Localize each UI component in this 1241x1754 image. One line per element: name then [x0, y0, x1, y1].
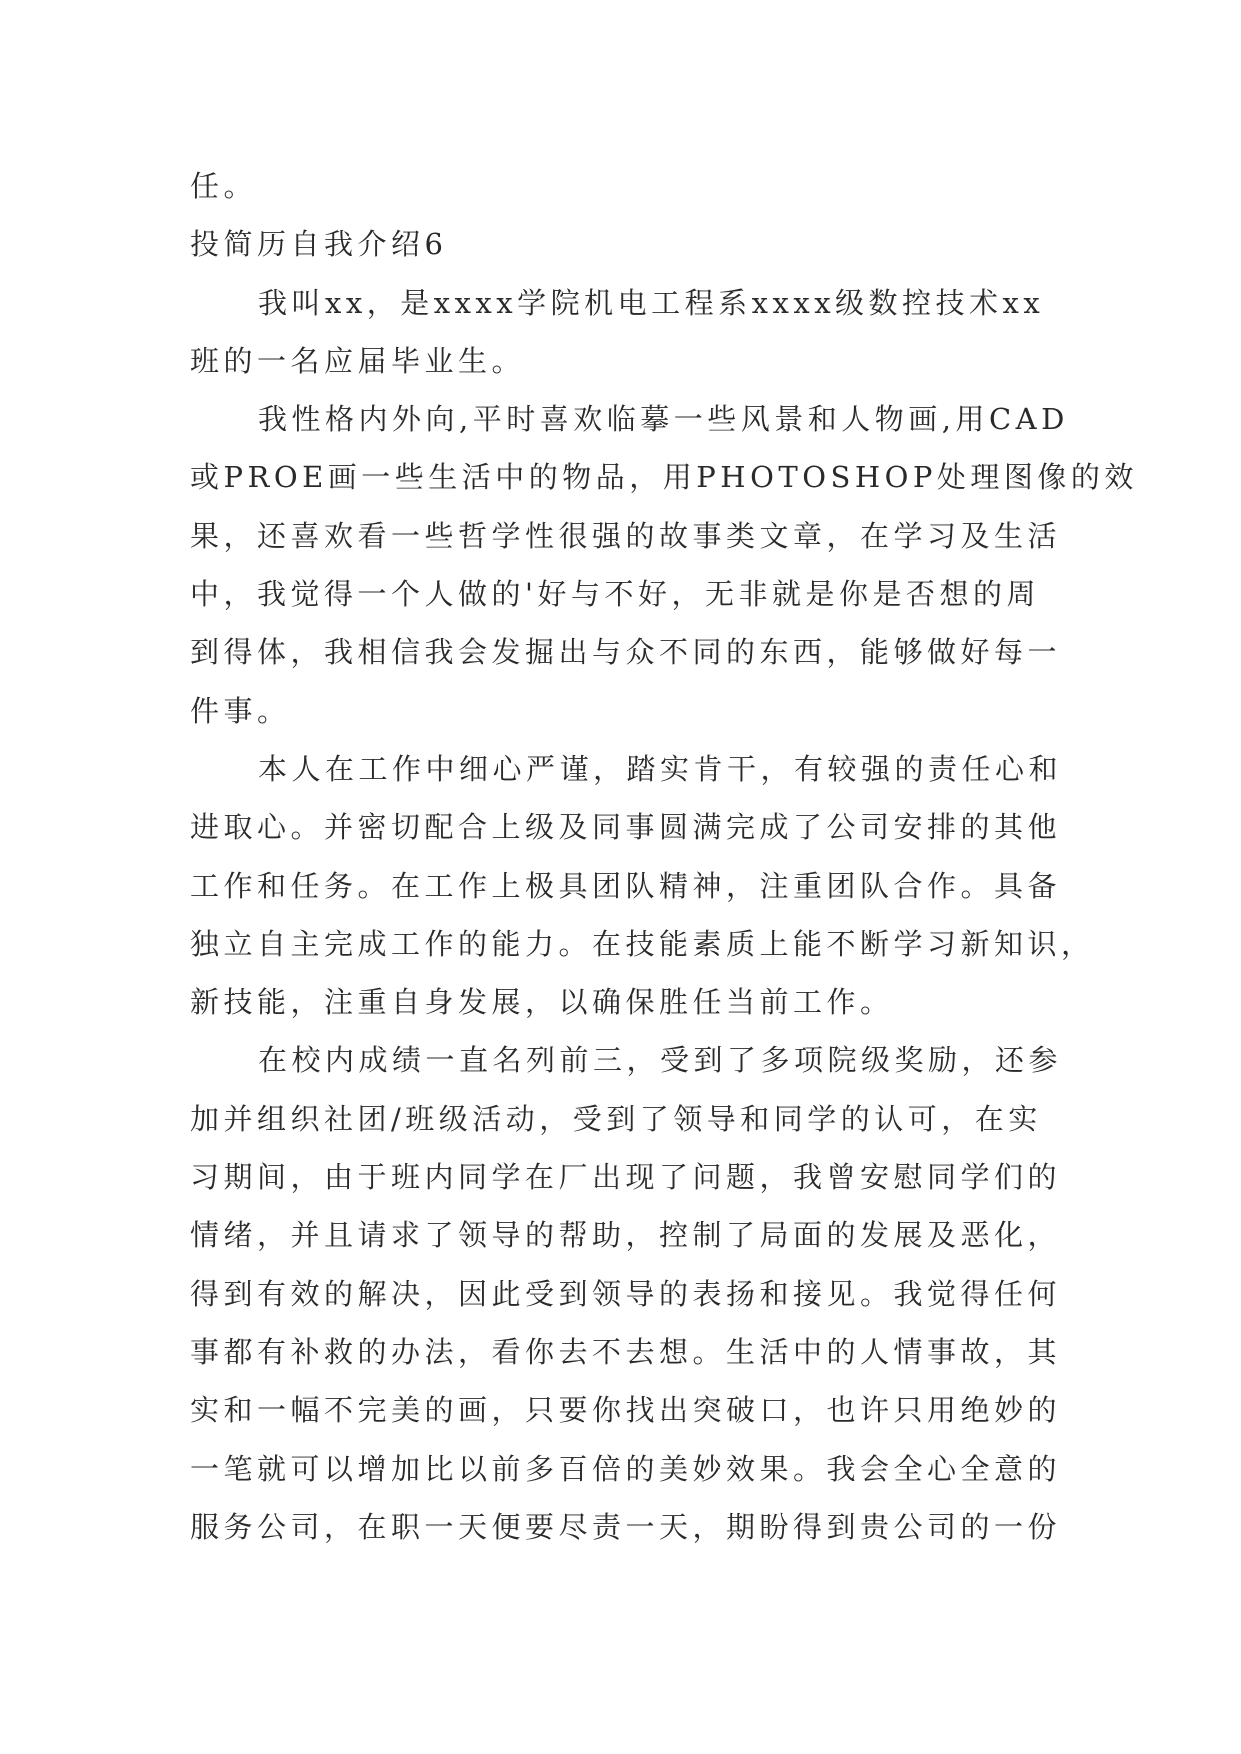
paragraph-line: 班的一名应届毕业生。 [190, 343, 526, 378]
continuation-line: 任。 [190, 169, 258, 203]
paragraph-intro [190, 274, 1050, 391]
paragraph-line: 一笔就可以增加比以前多百倍的美妙效果。我会全心全意的 [190, 1451, 1062, 1486]
paragraph-line: 果，还喜欢看一些哲学性很强的故事类文章，在学习及生活 [190, 518, 1062, 553]
paragraph-line: 得到有效的解决，因此受到领导的表扬和接见。我觉得任何 [190, 1276, 1062, 1311]
paragraph-work-attitude [190, 740, 1095, 1031]
paragraph-line: 我性格内外向,平时喜欢临摹一些风景和人物画,用CAD [258, 402, 1069, 437]
paragraph-line: 事都有补救的办法，看你去不去想。生活中的人情事故，其 [190, 1334, 1062, 1369]
paragraph-line: 服务公司，在职一天便要尽责一天，期盼得到贵公司的一份 [190, 1509, 1062, 1544]
paragraph-line: 到得体，我相信我会发掘出与众不同的东西，能够做好每一 [190, 635, 1062, 670]
paragraph-line: 本人在工作中细心严谨，踏实肯干，有较强的责任心和 [258, 751, 1063, 786]
paragraph-school-experience [190, 1031, 1063, 1556]
paragraph-line: 工作和任务。在工作上极具团队精神，注重团队合作。具备 [190, 868, 1062, 903]
paragraph-line: 加并组织社团/班级活动，受到了领导和同学的认可，在实 [190, 1101, 1042, 1136]
document-body [190, 157, 1138, 1556]
paragraph-line: 独立自主完成工作的能力。在技能素质上能不断学习新知识， [190, 926, 1095, 961]
paragraph-line: 中，我觉得一个人做的'好与不好，无非就是你是否想的周 [190, 577, 1040, 612]
paragraph-line: 进取心。并密切配合上级及同事圆满完成了公司安排的其他 [190, 810, 1062, 845]
paragraph-line: 实和一幅不完美的画，只要你找出突破口，也许只用绝妙的 [190, 1393, 1062, 1428]
paragraph-line: 情绪，并且请求了领导的帮助，控制了局面的发展及恶化， [190, 1218, 1062, 1253]
paragraph-line: 习期间，由于班内同学在厂出现了问题，我曾安慰同学们的 [190, 1160, 1062, 1195]
paragraph-line: 在校内成绩一直名列前三，受到了多项院级奖励，还参 [258, 1043, 1063, 1078]
paragraph-line: 我叫xx，是xxxx学院机电工程系xxxx级数控技术xx [258, 285, 1045, 320]
section-title: 投简历自我介绍6 [190, 227, 448, 262]
paragraph-personality [190, 390, 1138, 740]
paragraph-line: 或PROE画一些生活中的物品，用PHOTOSHOP处理图像的效 [190, 460, 1138, 495]
paragraph-line: 件事。 [190, 693, 291, 728]
paragraph-line: 新技能，注重自身发展，以确保胜任当前工作。 [190, 985, 894, 1020]
